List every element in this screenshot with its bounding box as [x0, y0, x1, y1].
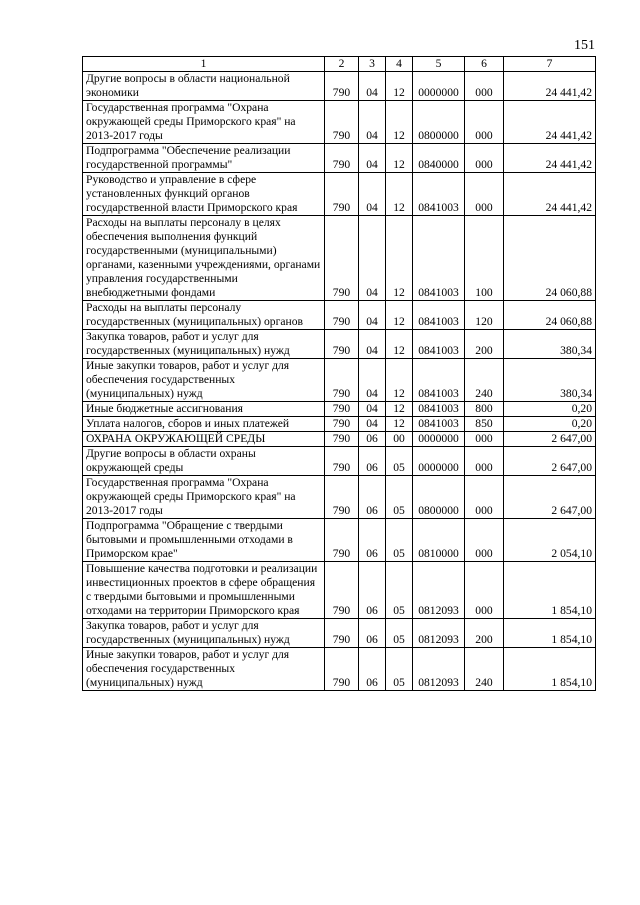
table-row	[83, 72, 596, 101]
col-3: 06	[359, 562, 386, 619]
col-6: 000	[465, 447, 504, 476]
row-amount: 1 854,10	[504, 562, 596, 619]
col-2: 790	[325, 359, 359, 402]
col-2: 790	[325, 301, 359, 330]
header-cell: 1	[83, 57, 325, 72]
row-amount: 24 441,42	[504, 173, 596, 216]
row-name: Государственная программа "Охрана окружающей среды Приморского края" на 2013-2017 годы	[83, 476, 325, 519]
col-5: 0841003	[413, 216, 465, 301]
col-5: 0800000	[413, 101, 465, 144]
table-row	[83, 476, 596, 519]
col-2: 790	[325, 101, 359, 144]
row-name: Другие вопросы в области национальной экономики	[83, 72, 325, 101]
row-amount: 24 441,42	[504, 72, 596, 101]
col-2: 790	[325, 216, 359, 301]
table-row	[83, 432, 596, 447]
col-3: 04	[359, 417, 386, 432]
col-5: 0800000	[413, 476, 465, 519]
col-5: 0841003	[413, 402, 465, 417]
row-name: Закупка товаров, работ и услуг для государственных (муниципальных) нужд	[83, 330, 325, 359]
col-5: 0841003	[413, 301, 465, 330]
row-name: Подпрограмма "Обращение с твердыми бытовыми и промышленными отходами в Приморском крае"	[83, 519, 325, 562]
col-6: 240	[465, 359, 504, 402]
row-name: Расходы на выплаты персоналу в целях обеспечения выполнения функций государственными (муниципальными) органами, казенными учреждениями, органами управления государственными внебюджетными фондами	[83, 216, 325, 301]
col-2: 790	[325, 519, 359, 562]
col-4: 12	[386, 359, 413, 402]
col-6: 000	[465, 562, 504, 619]
row-amount: 24 060,88	[504, 216, 596, 301]
col-5: 0812093	[413, 648, 465, 691]
row-amount: 2 054,10	[504, 519, 596, 562]
col-2: 790	[325, 72, 359, 101]
col-4: 12	[386, 144, 413, 173]
col-2: 790	[325, 447, 359, 476]
table-row	[83, 648, 596, 691]
col-4: 05	[386, 648, 413, 691]
header-cell: 7	[504, 57, 596, 72]
row-amount: 24 060,88	[504, 301, 596, 330]
col-2: 790	[325, 476, 359, 519]
col-2: 790	[325, 144, 359, 173]
row-name: Иные бюджетные ассигнования	[83, 402, 325, 417]
table-row	[83, 173, 596, 216]
col-3: 04	[359, 72, 386, 101]
col-6: 850	[465, 417, 504, 432]
table-row	[83, 144, 596, 173]
row-name: Иные закупки товаров, работ и услуг для обеспечения государственных (муниципальных) нужд	[83, 648, 325, 691]
row-name: ОХРАНА ОКРУЖАЮЩЕЙ СРЕДЫ	[83, 432, 325, 447]
row-name: Другие вопросы в области охраны окружающей среды	[83, 447, 325, 476]
col-4: 12	[386, 330, 413, 359]
col-5: 0840000	[413, 144, 465, 173]
col-5: 0841003	[413, 330, 465, 359]
col-5: 0000000	[413, 72, 465, 101]
col-5: 0841003	[413, 359, 465, 402]
table-row	[83, 301, 596, 330]
page-number: 151	[574, 38, 595, 53]
row-name: Руководство и управление в сфере установленных функций органов государственной власти Приморского края	[83, 173, 325, 216]
col-2: 790	[325, 402, 359, 417]
col-3: 06	[359, 432, 386, 447]
col-2: 790	[325, 432, 359, 447]
col-3: 04	[359, 173, 386, 216]
col-4: 05	[386, 476, 413, 519]
col-4: 12	[386, 417, 413, 432]
col-3: 04	[359, 301, 386, 330]
table-row	[83, 402, 596, 417]
col-5: 0000000	[413, 447, 465, 476]
row-name: Повышение качества подготовки и реализации инвестиционных проектов в сфере обращения с твердыми бытовыми и промышленными отходами на территории Приморского края	[83, 562, 325, 619]
col-5: 0810000	[413, 519, 465, 562]
col-6: 800	[465, 402, 504, 417]
col-6: 000	[465, 476, 504, 519]
col-3: 06	[359, 519, 386, 562]
table-row	[83, 519, 596, 562]
col-2: 790	[325, 648, 359, 691]
col-2: 790	[325, 330, 359, 359]
col-5: 0841003	[413, 173, 465, 216]
col-3: 04	[359, 144, 386, 173]
row-amount: 0,20	[504, 402, 596, 417]
budget-table	[82, 56, 596, 691]
col-6: 240	[465, 648, 504, 691]
table-row	[83, 417, 596, 432]
header-cell: 4	[386, 57, 413, 72]
col-4: 05	[386, 562, 413, 619]
row-amount: 24 441,42	[504, 101, 596, 144]
col-3: 04	[359, 359, 386, 402]
col-6: 120	[465, 301, 504, 330]
col-4: 05	[386, 447, 413, 476]
col-3: 06	[359, 447, 386, 476]
col-5: 0812093	[413, 619, 465, 648]
row-name: Расходы на выплаты персоналу государственных (муниципальных) органов	[83, 301, 325, 330]
row-name: Государственная программа "Охрана окружающей среды Приморского края" на 2013-2017 годы	[83, 101, 325, 144]
col-4: 12	[386, 216, 413, 301]
header-cell: 6	[465, 57, 504, 72]
col-6: 200	[465, 330, 504, 359]
col-6: 000	[465, 72, 504, 101]
header-cell: 3	[359, 57, 386, 72]
col-6: 000	[465, 173, 504, 216]
col-3: 04	[359, 101, 386, 144]
table-row	[83, 447, 596, 476]
row-name: Иные закупки товаров, работ и услуг для обеспечения государственных (муниципальных) нужд	[83, 359, 325, 402]
col-6: 100	[465, 216, 504, 301]
row-amount: 2 647,00	[504, 432, 596, 447]
header-cell: 2	[325, 57, 359, 72]
col-6: 000	[465, 432, 504, 447]
row-amount: 1 854,10	[504, 619, 596, 648]
col-4: 05	[386, 519, 413, 562]
col-6: 000	[465, 101, 504, 144]
col-2: 790	[325, 417, 359, 432]
header-row	[83, 57, 596, 72]
col-3: 06	[359, 648, 386, 691]
row-name: Уплата налогов, сборов и иных платежей	[83, 417, 325, 432]
row-amount: 0,20	[504, 417, 596, 432]
table-row	[83, 101, 596, 144]
col-2: 790	[325, 562, 359, 619]
row-name: Подпрограмма "Обеспечение реализации государственной программы"	[83, 144, 325, 173]
col-6: 000	[465, 519, 504, 562]
col-4: 00	[386, 432, 413, 447]
col-4: 12	[386, 72, 413, 101]
col-3: 04	[359, 216, 386, 301]
col-3: 04	[359, 330, 386, 359]
col-4: 12	[386, 402, 413, 417]
row-amount: 24 441,42	[504, 144, 596, 173]
row-amount: 380,34	[504, 330, 596, 359]
table-row	[83, 216, 596, 301]
col-4: 12	[386, 301, 413, 330]
col-4: 12	[386, 173, 413, 216]
table-row	[83, 359, 596, 402]
col-3: 04	[359, 402, 386, 417]
table-row	[83, 562, 596, 619]
row-amount: 1 854,10	[504, 648, 596, 691]
col-3: 06	[359, 476, 386, 519]
table-row	[83, 330, 596, 359]
col-2: 790	[325, 173, 359, 216]
col-6: 000	[465, 144, 504, 173]
col-4: 12	[386, 101, 413, 144]
col-5: 0841003	[413, 417, 465, 432]
row-name: Закупка товаров, работ и услуг для государственных (муниципальных) нужд	[83, 619, 325, 648]
row-amount: 380,34	[504, 359, 596, 402]
row-amount: 2 647,00	[504, 476, 596, 519]
col-3: 06	[359, 619, 386, 648]
row-amount: 2 647,00	[504, 447, 596, 476]
col-4: 05	[386, 619, 413, 648]
col-5: 0000000	[413, 432, 465, 447]
col-2: 790	[325, 619, 359, 648]
table-row	[83, 619, 596, 648]
col-5: 0812093	[413, 562, 465, 619]
header-cell: 5	[413, 57, 465, 72]
col-6: 200	[465, 619, 504, 648]
